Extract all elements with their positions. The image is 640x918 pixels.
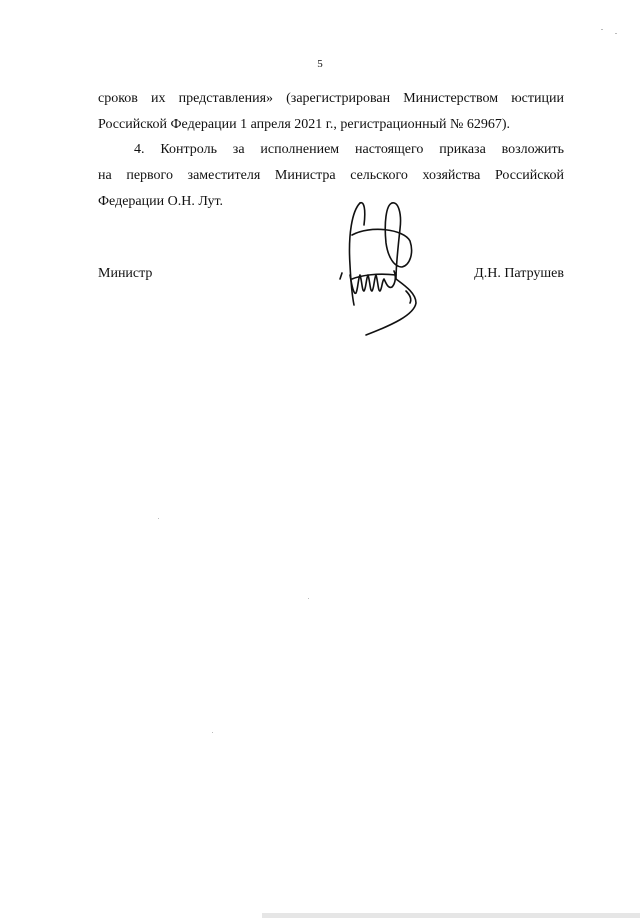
paragraph-line: 4. Контроль за исполнением настоящего приказа возложить [134,142,564,157]
paragraph-line: на первого заместителя Министра сельского хозяйства Российской [98,168,564,183]
paragraph-line: сроков их представления» (зарегистрирован Министерством юстиции [98,91,564,106]
scan-speck [212,732,213,733]
paragraph-registration [98,86,564,138]
signer-title: Министр [98,266,153,281]
paragraph-line: Российской Федерации 1 апреля 2021 г., регистрационный № 62967). [98,117,510,132]
signer-name: Д.Н. Патрушев [474,266,564,281]
scan-speck [601,29,603,30]
scan-edge-shadow [262,913,640,918]
page-number: 5 [317,58,323,70]
handwritten-signature-icon [330,195,430,340]
paragraph-line: Федерации О.Н. Лут. [98,194,224,209]
scan-speck [158,518,159,519]
scan-speck [308,598,309,599]
scan-speck [615,33,617,34]
